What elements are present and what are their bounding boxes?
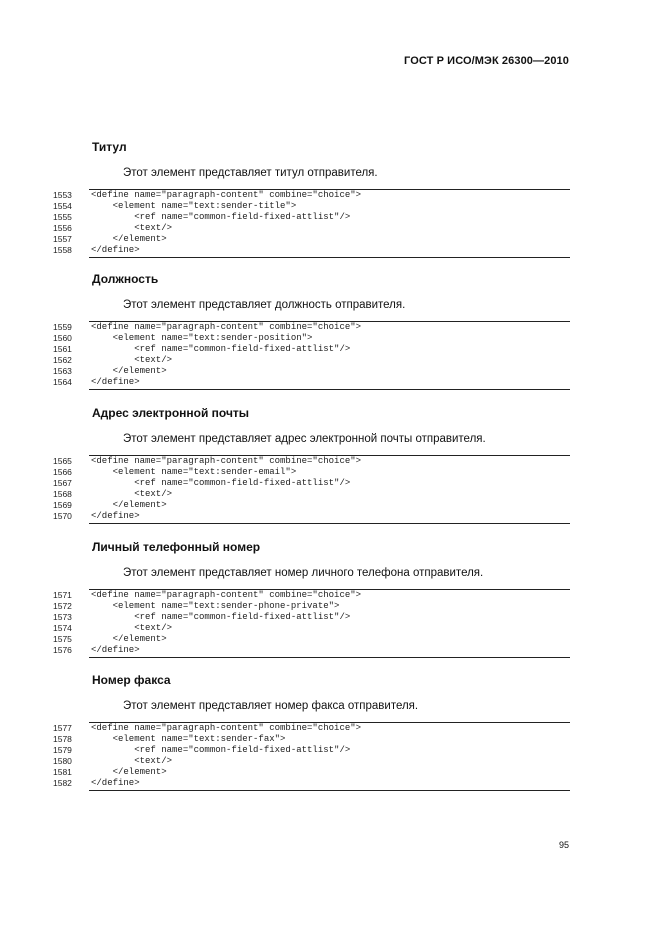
line-number: 1559	[53, 322, 72, 332]
line-number: 1565	[53, 456, 72, 466]
section-heading: Должность	[92, 272, 159, 286]
line-number: 1571	[53, 590, 72, 600]
line-number: 1577	[53, 723, 72, 733]
code-line	[53, 377, 570, 388]
document-standard-header: ГОСТ Р ИСО/МЭК 26300—2010	[404, 55, 569, 67]
code-text: <ref name="common-field-fixed-attlist"/>	[91, 745, 351, 755]
code-text: </define>	[91, 511, 140, 521]
code-listing	[53, 321, 570, 390]
code-text: </element>	[91, 500, 167, 510]
line-number: 1563	[53, 366, 72, 376]
line-number: 1578	[53, 734, 72, 744]
code-line	[53, 612, 570, 623]
code-line	[53, 645, 570, 656]
line-number: 1574	[53, 623, 72, 633]
line-number: 1560	[53, 333, 72, 343]
code-text: <ref name="common-field-fixed-attlist"/>	[91, 212, 351, 222]
line-number: 1576	[53, 645, 72, 655]
code-text: <element name="text:sender-fax">	[91, 734, 286, 744]
code-line	[53, 456, 570, 467]
code-text: </define>	[91, 245, 140, 255]
code-listing	[53, 455, 570, 524]
code-text: </define>	[91, 645, 140, 655]
code-text: </element>	[91, 366, 167, 376]
code-line	[53, 355, 570, 366]
code-line	[53, 734, 570, 745]
code-line	[53, 344, 570, 355]
code-line	[53, 223, 570, 234]
line-number: 1554	[53, 201, 72, 211]
line-number: 1575	[53, 634, 72, 644]
section-description: Этот элемент представляет титул отправителя.	[123, 167, 378, 179]
section-heading: Адрес электронной почты	[92, 406, 250, 420]
page-number: 95	[558, 840, 569, 850]
code-line	[53, 234, 570, 245]
code-text: <define name="paragraph-content" combine="choice">	[91, 723, 362, 733]
code-text: </element>	[91, 634, 167, 644]
code-listing	[53, 589, 570, 658]
code-line	[53, 723, 570, 734]
code-text: <text/>	[91, 489, 173, 499]
section-description: Этот элемент представляет номер факса отправителя.	[123, 700, 419, 712]
code-line	[53, 623, 570, 634]
line-number: 1553	[53, 190, 72, 200]
section-heading: Номер факса	[92, 673, 171, 687]
code-text: <define name="paragraph-content" combine="choice">	[91, 322, 362, 332]
code-listing	[53, 189, 570, 258]
line-number: 1566	[53, 467, 72, 477]
code-line	[53, 366, 570, 377]
line-number: 1580	[53, 756, 72, 766]
code-line	[53, 590, 570, 601]
line-number: 1582	[53, 778, 72, 788]
code-text: <text/>	[91, 223, 173, 233]
code-line	[53, 333, 570, 344]
line-number: 1573	[53, 612, 72, 622]
line-number: 1579	[53, 745, 72, 755]
code-text: </define>	[91, 377, 140, 387]
line-number: 1567	[53, 478, 72, 488]
section-heading: Титул	[92, 140, 127, 154]
code-line	[53, 756, 570, 767]
code-line	[53, 634, 570, 645]
line-number: 1558	[53, 245, 72, 255]
code-text: <define name="paragraph-content" combine="choice">	[91, 190, 362, 200]
code-text: <element name="text:sender-phone-private">	[91, 601, 340, 611]
code-text: <element name="text:sender-email">	[91, 467, 297, 477]
code-line	[53, 478, 570, 489]
code-line	[53, 190, 570, 201]
code-line	[53, 511, 570, 522]
code-text: <ref name="common-field-fixed-attlist"/>	[91, 478, 351, 488]
line-number: 1562	[53, 355, 72, 365]
code-text: <define name="paragraph-content" combine="choice">	[91, 456, 362, 466]
code-text: </element>	[91, 767, 167, 777]
line-number: 1557	[53, 234, 72, 244]
code-text: <element name="text:sender-position">	[91, 333, 313, 343]
code-line	[53, 500, 570, 511]
line-number: 1568	[53, 489, 72, 499]
line-number: 1561	[53, 344, 72, 354]
code-text: <text/>	[91, 756, 173, 766]
line-number: 1570	[53, 511, 72, 521]
section-description: Этот элемент представляет адрес электронной почты отправителя.	[123, 433, 486, 445]
code-line	[53, 489, 570, 500]
section-description: Этот элемент представляет должность отправителя.	[123, 299, 406, 311]
code-text: <ref name="common-field-fixed-attlist"/>	[91, 344, 351, 354]
code-line	[53, 322, 570, 333]
code-line	[53, 767, 570, 778]
code-line	[53, 601, 570, 612]
code-line	[53, 778, 570, 789]
code-text: <text/>	[91, 623, 173, 633]
code-text: </element>	[91, 234, 167, 244]
line-number: 1556	[53, 223, 72, 233]
code-text: <ref name="common-field-fixed-attlist"/>	[91, 612, 351, 622]
line-number: 1555	[53, 212, 72, 222]
code-text: <text/>	[91, 355, 173, 365]
line-number: 1569	[53, 500, 72, 510]
code-listing	[53, 722, 570, 791]
line-number: 1564	[53, 377, 72, 387]
code-line	[53, 745, 570, 756]
code-line	[53, 467, 570, 478]
code-line	[53, 212, 570, 223]
code-text: <define name="paragraph-content" combine="choice">	[91, 590, 362, 600]
code-line	[53, 201, 570, 212]
section-description: Этот элемент представляет номер личного телефона отправителя.	[123, 567, 484, 579]
code-line	[53, 245, 570, 256]
line-number: 1572	[53, 601, 72, 611]
code-text: <element name="text:sender-title">	[91, 201, 297, 211]
line-number: 1581	[53, 767, 72, 777]
section-heading: Личный телефонный номер	[92, 540, 261, 554]
code-text: </define>	[91, 778, 140, 788]
